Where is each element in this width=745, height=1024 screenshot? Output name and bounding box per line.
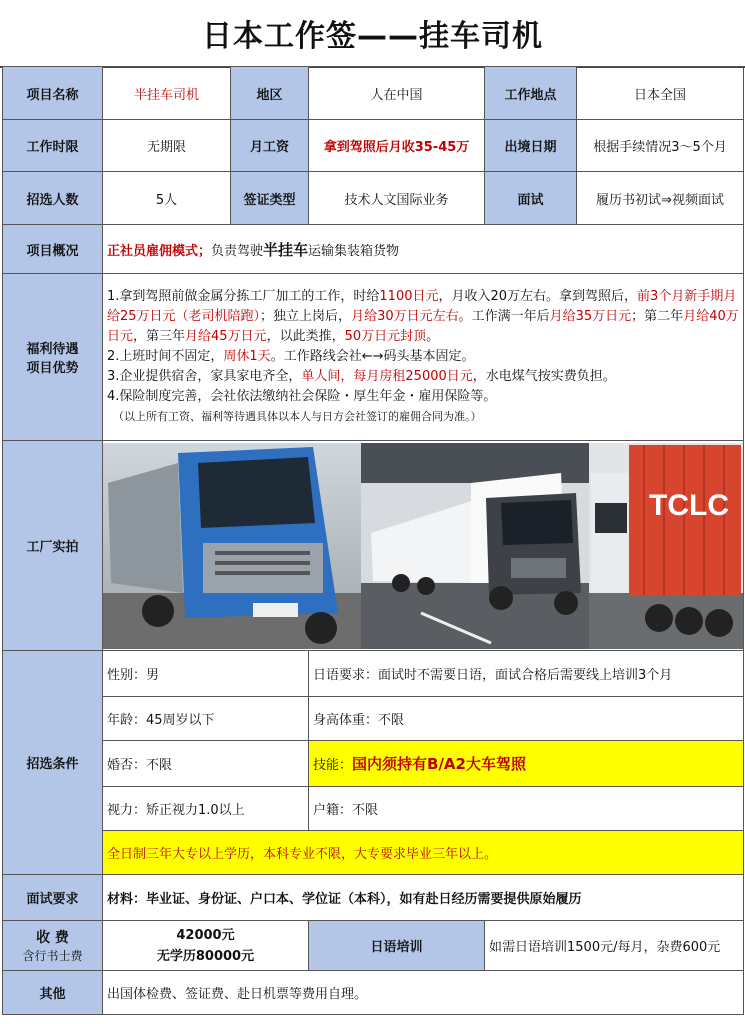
value-departure-date: 根据手续情况3～5个月 — [577, 120, 744, 172]
cond-gender: 性别：男 — [103, 651, 309, 697]
row-conditions-3 — [3, 741, 744, 787]
label-project-name: 项目名称 — [3, 67, 103, 120]
row-fees — [3, 921, 744, 971]
text: ；第二年 — [631, 309, 684, 324]
value-overview — [103, 225, 744, 274]
fee-standard: 42000元 — [176, 927, 235, 943]
text: ；独立上岗后， — [260, 309, 352, 324]
highlight: 前3个月新手期月给25万日元（老司机陪跑） — [107, 289, 737, 324]
label-visa-type: 签证类型 — [231, 172, 309, 225]
row-interview-req — [3, 875, 744, 921]
label-other: 其他 — [3, 971, 103, 1015]
welfare-item-3 — [107, 367, 739, 387]
text: ，水电煤气按实费负担。 — [472, 369, 616, 384]
row-recruit — [3, 172, 744, 225]
text: ，月收入20万左右。拿到驾照后， — [438, 289, 638, 304]
row-term — [3, 120, 744, 172]
value-work-location: 日本全国 — [577, 67, 744, 120]
highlight: 月给30万日元左右 — [351, 309, 459, 324]
cond-vision: 视力：矫正视力1.0以上 — [103, 787, 309, 831]
skill-value: 国内须持有B/A2大车驾照 — [352, 755, 526, 773]
photo-white-truck — [361, 443, 590, 649]
value-other: 出国体检费、签证费、赴日机票等费用自理。 — [103, 971, 744, 1015]
value-fees — [103, 921, 309, 971]
row-project — [3, 67, 744, 120]
text: 。 — [426, 329, 440, 344]
text: 。工作路线会社←→码头基本固定。 — [270, 349, 475, 364]
value-visa-type: 技术人文国际业务 — [309, 172, 485, 225]
text: 3.企业提供宿舍，家具家电齐全， — [107, 369, 302, 384]
cond-japanese: 日语要求：面试时不需要日语，面试合格后需要线上培训3个月 — [309, 651, 744, 697]
value-interview: 履历书初试⇒视频面试 — [577, 172, 744, 225]
page-title: 日本工作签——挂车司机 — [0, 0, 745, 68]
cond-skill — [309, 741, 744, 787]
label-fees-sub: 含行书士费 — [22, 949, 83, 963]
job-info-table — [2, 66, 744, 1015]
fee-no-degree: 无学历80000元 — [156, 948, 255, 964]
row-overview — [3, 225, 744, 274]
row-welfare — [3, 274, 744, 441]
skill-label: 技能： — [313, 758, 353, 773]
label-headcount: 招选人数 — [3, 172, 103, 225]
highlight: 月给45万日元 — [185, 329, 267, 344]
value-work-term: 无期限 — [103, 120, 231, 172]
value-monthly-salary: 拿到驾照后月收35-45万 — [309, 120, 485, 172]
cond-height: 身高体重：不限 — [309, 697, 744, 741]
highlight: 月给40万日元 — [107, 309, 739, 344]
highlight: 月给35万日元 — [549, 309, 632, 324]
cond-education: 全日制三年大专以上学历，本科专业不限，大专要求毕业三年以上。 — [103, 831, 744, 875]
highlight: 单人间，每月房租25000日元 — [301, 369, 473, 384]
welfare-item-1 — [107, 287, 739, 347]
photo-blue-truck — [103, 443, 361, 649]
label-overview: 项目概况 — [3, 225, 103, 274]
value-headcount: 5人 — [103, 172, 231, 225]
factory-photos — [103, 441, 744, 651]
label-welfare-2: 项目优势 — [26, 361, 79, 376]
label-departure-date: 出境日期 — [485, 120, 577, 172]
label-interview-req: 面试要求 — [3, 875, 103, 921]
row-conditions-4 — [3, 787, 744, 831]
label-fees — [3, 921, 103, 971]
label-region: 地区 — [231, 67, 309, 120]
label-factory-photos: 工厂实拍 — [3, 441, 103, 651]
welfare-item-4: 4.保险制度完善，会社依法缴纳社会保险・厚生年金・雇用保险等。 — [107, 389, 497, 404]
label-monthly-salary: 月工资 — [231, 120, 309, 172]
overview-text-2: 运输集装箱货物 — [308, 243, 400, 259]
text: ，第三年 — [133, 329, 186, 344]
label-welfare — [3, 274, 103, 441]
photo-container-truck — [589, 443, 743, 649]
label-work-location: 工作地点 — [485, 67, 577, 120]
highlight: 周休1天 — [223, 349, 271, 364]
highlight: 1100日元 — [379, 289, 439, 304]
value-japanese-training: 如需日语培训1500元/每月，杂费600元 — [485, 921, 744, 971]
value-project-name: 半挂车司机 — [103, 67, 231, 120]
row-conditions-1 — [3, 651, 744, 697]
cond-hukou: 户籍：不限 — [309, 787, 744, 831]
highlight: 50万日元封顶 — [344, 329, 427, 344]
row-other — [3, 971, 744, 1015]
row-conditions-5 — [3, 831, 744, 875]
label-interview: 面试 — [485, 172, 577, 225]
welfare-item-2 — [107, 347, 739, 367]
text: 2.上班时间不固定， — [107, 349, 224, 364]
row-factory — [3, 441, 744, 651]
welfare-note: （以上所有工资、福利等待遇具体以本人与日方会社签订的雇佣合同为准。） — [113, 410, 482, 423]
overview-text-1: 负责驾驶 — [211, 243, 264, 259]
value-region: 人在中国 — [309, 67, 485, 120]
label-japanese-training: 日语培训 — [309, 921, 485, 971]
text: ，以此类推， — [266, 329, 345, 344]
cond-marriage: 婚否：不限 — [103, 741, 309, 787]
label-conditions: 招选条件 — [3, 651, 103, 875]
container-logo: TCLC — [649, 488, 730, 522]
cond-age: 年龄：45周岁以下 — [103, 697, 309, 741]
value-interview-req: 材料：毕业证、身份证、户口本、学位证（本科），如有赴日经历需要提供原始履历 — [103, 875, 744, 921]
text: 1.拿到驾照前做金属分拣工厂加工的工作，时给 — [107, 289, 380, 304]
text: 。工作满一年后 — [458, 309, 550, 324]
welfare-details — [103, 274, 744, 441]
row-conditions-2 — [3, 697, 744, 741]
overview-vehicle: 半挂车 — [263, 240, 309, 259]
label-welfare-1: 福利待遇 — [26, 342, 79, 357]
label-fees-main: 收 费 — [36, 930, 69, 946]
label-work-term: 工作时限 — [3, 120, 103, 172]
overview-mode: 正社员雇佣模式； — [107, 243, 212, 259]
